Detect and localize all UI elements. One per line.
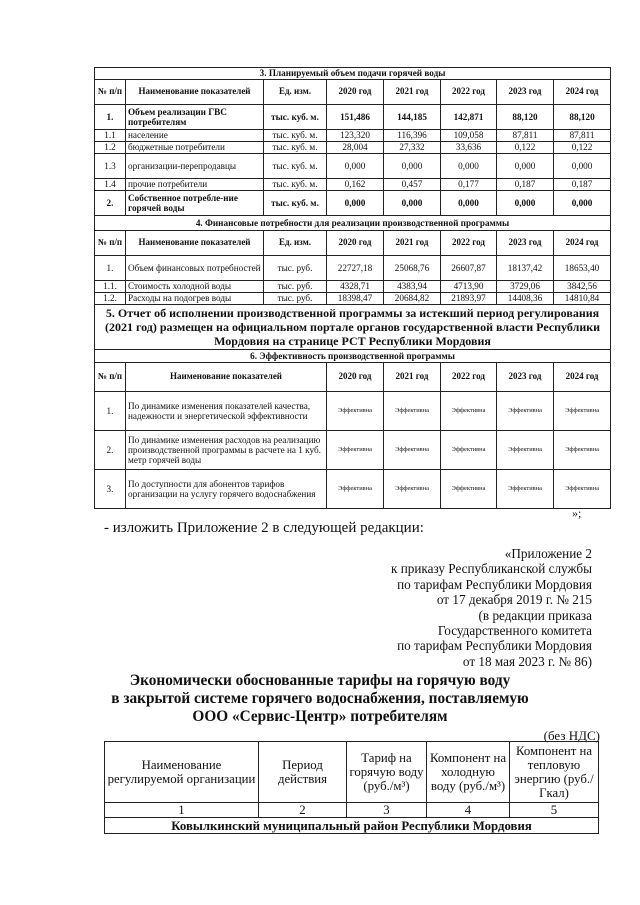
table-row: [95, 281, 611, 293]
header-year: 2022 год: [441, 231, 497, 256]
row-value: 18398,47: [327, 293, 384, 305]
row-value: 142,871: [441, 105, 497, 130]
row-name: прочие потребители: [126, 179, 264, 191]
header-year: 2023 год: [497, 363, 554, 392]
title-line: ООО «Сервис-Центр» потребителям: [192, 708, 448, 725]
header-year: 2024 год: [554, 363, 611, 392]
row-name: население: [126, 130, 264, 142]
header-year: 2022 год: [441, 363, 497, 392]
row-value: 0,000: [384, 191, 441, 216]
row-value: 0,000: [497, 191, 554, 216]
section5-row: [95, 305, 611, 350]
appendix-line: по тарифам Республики Мордовия: [397, 638, 592, 654]
table-row: [95, 130, 611, 142]
row-num: 1.1.: [95, 281, 126, 293]
row-value: 0,177: [441, 179, 497, 191]
header-year: 2024 год: [554, 80, 611, 105]
column-number: 2: [259, 803, 347, 818]
row-value: 123,320: [327, 130, 384, 142]
row-value: 0,187: [554, 179, 611, 191]
row-name: По доступности для абонентов тарифов организации на услугу горячего водоснабжения: [126, 470, 327, 509]
table-row: [95, 392, 611, 431]
row-value: 0,122: [497, 142, 554, 154]
row-value: Эффективна: [554, 392, 611, 431]
vat-note: (без НДС): [543, 728, 600, 743]
row-value: Эффективна: [441, 392, 497, 431]
row-name: Объем реализации ГВС потребителям: [126, 105, 264, 130]
closing-quote: »;: [572, 506, 582, 520]
row-value: 88,120: [554, 105, 611, 130]
row-unit: тыс. руб.: [264, 256, 327, 281]
row-value: Эффективна: [327, 392, 384, 431]
header-name: Наименование показателей: [126, 80, 264, 105]
appendix-line: к приказу Республиканской службы: [390, 561, 592, 577]
title-line: в закрытой системе горячего водоснабжения, поставляемую: [111, 690, 529, 707]
table-row: [95, 431, 611, 470]
appendix-line: от 18 мая 2023 г. № 86): [462, 653, 592, 669]
header-year: 2022 год: [441, 80, 497, 105]
row-value: 26607,87: [441, 256, 497, 281]
table-row: [95, 256, 611, 281]
row-unit: тыс. руб.: [264, 293, 327, 305]
header-year: 2024 год: [554, 231, 611, 256]
section6-title-row: [95, 350, 611, 363]
row-name: Объем финансовых потребностей: [126, 256, 264, 281]
row-num: 1.: [95, 392, 126, 431]
row-num: 1.2.: [95, 293, 126, 305]
section3-title-row: [95, 68, 611, 80]
row-num: 1.2: [95, 142, 126, 154]
header-unit: Ед. изм.: [264, 80, 327, 105]
report-note: 5. Отчет об исполнении производственной программы за истекший период регулирования (2021 год) размещен на официальном портале органов государственной власти Республики Мордовия на странице РСТ Республики Мордовия: [95, 305, 611, 350]
row-value: 20684,82: [384, 293, 441, 305]
column-number: 3: [347, 803, 427, 818]
row-value: 3729,06: [497, 281, 554, 293]
section-title: 6. Эффективность производственной программы: [95, 350, 611, 363]
header-year: 2021 год: [384, 80, 441, 105]
column-number: 4: [427, 803, 510, 818]
section-title: 4. Финансовые потребности для реализации производственной программы: [95, 216, 611, 231]
appendix-line: Государственного комитета: [437, 623, 592, 639]
row-unit: тыс. руб.: [264, 281, 327, 293]
row-value: 0,000: [327, 191, 384, 216]
header-year: 2023 год: [497, 231, 554, 256]
row-num: 1.4: [95, 179, 126, 191]
row-value: 151,486: [327, 105, 384, 130]
row-value: Эффективна: [497, 431, 554, 470]
row-name: Собственное потребле-ние горячей воды: [126, 191, 264, 216]
row-num: 3.: [95, 470, 126, 509]
section-title: 3. Планируемый объем подачи горячей воды: [95, 68, 611, 80]
header-num: № п/п: [95, 363, 126, 392]
programme-table: [94, 67, 611, 509]
row-value: 3842,56: [554, 281, 611, 293]
row-name: Стоимость холодной воды: [126, 281, 264, 293]
row-num: 1.3: [95, 154, 126, 179]
row-num: 2.: [95, 191, 126, 216]
row-value: Эффективна: [441, 470, 497, 509]
section3-header-row: [95, 80, 611, 105]
row-value: Эффективна: [441, 431, 497, 470]
row-unit: тыс. куб. м.: [264, 179, 327, 191]
section4-header-row: [95, 231, 611, 256]
row-value: 109,058: [441, 130, 497, 142]
row-unit: тыс. куб. м.: [264, 191, 327, 216]
row-value: 4328,71: [327, 281, 384, 293]
row-name: По динамике изменения показателей качества, надежности и энергетической эффективности: [126, 392, 327, 431]
row-value: 0,457: [384, 179, 441, 191]
appendix-line: (в редакции приказа: [478, 607, 592, 623]
row-value: Эффективна: [384, 470, 441, 509]
header-org: Наименование регулируемой организации: [105, 742, 259, 803]
header-unit: Ед. изм.: [264, 231, 327, 256]
row-unit: тыс. куб. м.: [264, 105, 327, 130]
row-value: 0,162: [327, 179, 384, 191]
row-value: 144,185: [384, 105, 441, 130]
instruction-text: - изложить Приложение 2 в следующей редакции:: [104, 520, 424, 536]
row-num: 1.: [95, 256, 126, 281]
row-value: Эффективна: [554, 470, 611, 509]
table-row: [95, 179, 611, 191]
column-number: 5: [510, 803, 599, 818]
section6-header-row: [95, 363, 611, 392]
header-year: 2023 год: [497, 80, 554, 105]
header-name: Наименование показателей: [126, 231, 264, 256]
row-value: 0,000: [327, 154, 384, 179]
row-value: 22727,18: [327, 256, 384, 281]
header-year: 2021 год: [384, 363, 441, 392]
appendix-line: «Приложение 2: [504, 546, 592, 561]
appendix-line: от 17 декабря 2019 г. № 215: [436, 592, 592, 608]
row-value: 0,000: [384, 154, 441, 179]
table-row: [95, 154, 611, 179]
column-number-row: [105, 803, 599, 818]
row-value: Эффективна: [554, 431, 611, 470]
row-num: 2.: [95, 431, 126, 470]
row-value: 0,000: [554, 154, 611, 179]
header-heat: Компонент на тепловую энергию (руб./Гкал): [510, 742, 599, 803]
row-num: 1.: [95, 105, 126, 130]
row-unit: тыс. куб. м.: [264, 154, 327, 179]
tariff-header-row: [105, 742, 599, 803]
header-tariff: Тариф на горячую воду (руб./м³): [347, 742, 427, 803]
header-cold-water: Компонент на холодную воду (руб./м³): [427, 742, 510, 803]
row-value: 28,004: [327, 142, 384, 154]
document-title: [60, 672, 580, 726]
row-value: Эффективна: [497, 392, 554, 431]
appendix-note: [292, 546, 592, 669]
row-value: 88,120: [497, 105, 554, 130]
section4-title-row: [95, 216, 611, 231]
header-year: 2020 год: [327, 363, 384, 392]
row-value: 0,122: [554, 142, 611, 154]
table-row: [95, 470, 611, 509]
row-value: Эффективна: [384, 392, 441, 431]
header-year: 2020 год: [327, 80, 384, 105]
tariff-table: [104, 741, 599, 834]
row-unit: тыс. куб. м.: [264, 142, 327, 154]
header-year: 2020 год: [327, 231, 384, 256]
row-name: организации-перепродавцы: [126, 154, 264, 179]
row-value: 0,000: [441, 191, 497, 216]
row-value: Эффективна: [327, 431, 384, 470]
column-number: 1: [105, 803, 259, 818]
row-value: 0,000: [441, 154, 497, 179]
row-value: 25068,76: [384, 256, 441, 281]
row-value: 0,187: [497, 179, 554, 191]
header-period: Период действия: [259, 742, 347, 803]
header-num: № п/п: [95, 80, 126, 105]
table-row: [95, 293, 611, 305]
row-value: 27,332: [384, 142, 441, 154]
header-num: № п/п: [95, 231, 126, 256]
row-unit: тыс. куб. м.: [264, 130, 327, 142]
row-name: По динамике изменения расходов на реализацию производственной программы в расчете на 1 куб. метр горячей воды: [126, 431, 327, 470]
row-value: 14810,84: [554, 293, 611, 305]
row-value: 116,396: [384, 130, 441, 142]
row-name: Расходы на подогрев воды: [126, 293, 264, 305]
row-value: 87,811: [554, 130, 611, 142]
row-value: 87,811: [497, 130, 554, 142]
row-value: 0,000: [554, 191, 611, 216]
row-value: 18653,40: [554, 256, 611, 281]
row-value: 14408,36: [497, 293, 554, 305]
region-row: [105, 818, 599, 834]
row-value: 4383,94: [384, 281, 441, 293]
row-value: 0,000: [497, 154, 554, 179]
title-line: Экономически обоснованные тарифы на горячую воду: [129, 672, 511, 689]
table-row: [95, 191, 611, 216]
row-value: Эффективна: [327, 470, 384, 509]
row-value: Эффективна: [497, 470, 554, 509]
region-name: Ковылкинский муниципальный район Республики Мордовия: [105, 818, 599, 834]
table-row: [95, 105, 611, 130]
row-value: Эффективна: [384, 431, 441, 470]
row-num: 1.1: [95, 130, 126, 142]
row-value: 21893,97: [441, 293, 497, 305]
table-row: [95, 142, 611, 154]
row-name: бюджетные потребители: [126, 142, 264, 154]
row-value: 33,636: [441, 142, 497, 154]
header-year: 2021 год: [384, 231, 441, 256]
row-value: 4713,90: [441, 281, 497, 293]
appendix-line: по тарифам Республики Мордовия: [397, 576, 592, 592]
row-value: 18137,42: [497, 256, 554, 281]
header-name: Наименование показателей: [126, 363, 327, 392]
